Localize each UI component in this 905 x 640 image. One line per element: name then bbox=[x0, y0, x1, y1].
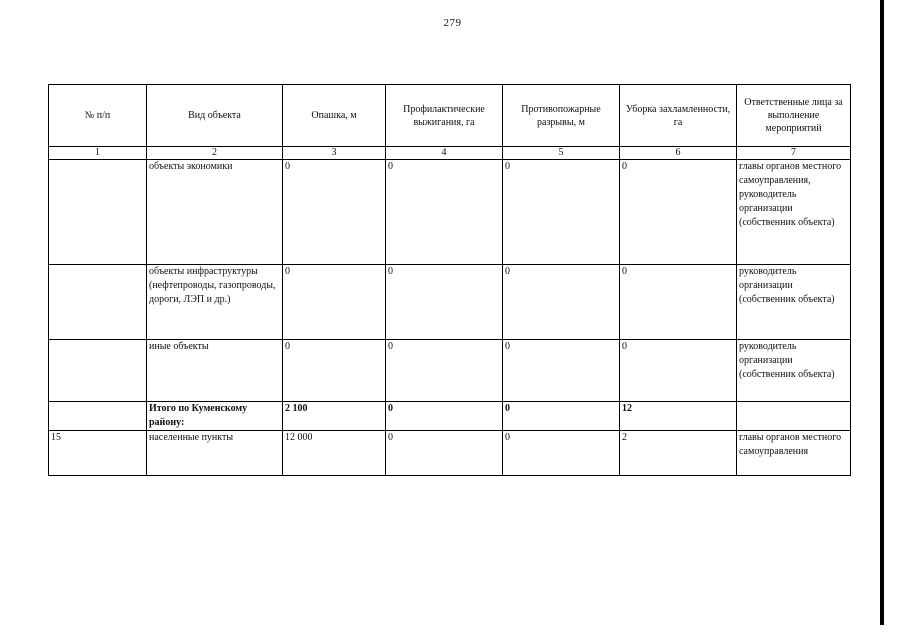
table-row-total bbox=[49, 402, 851, 431]
column-number: 1 bbox=[49, 147, 147, 160]
row-burning: 0 bbox=[386, 340, 503, 402]
row-num bbox=[49, 265, 147, 340]
table-row bbox=[49, 340, 851, 402]
row-responsible bbox=[737, 402, 851, 431]
header-opashka: Опашка, м bbox=[283, 85, 386, 147]
header-object-type: Вид объекта bbox=[147, 85, 283, 147]
measures-table bbox=[48, 84, 851, 476]
header-num: № п/п bbox=[49, 85, 147, 147]
row-cleanup: 0 bbox=[620, 265, 737, 340]
header-firebreaks: Противопожарные разрывы, м bbox=[503, 85, 620, 147]
row-object: объекты экономики bbox=[147, 160, 283, 265]
row-num bbox=[49, 160, 147, 265]
table-row bbox=[49, 431, 851, 476]
row-firebreaks: 0 bbox=[503, 160, 620, 265]
row-cleanup: 0 bbox=[620, 340, 737, 402]
column-number: 3 bbox=[283, 147, 386, 160]
row-firebreaks: 0 bbox=[503, 340, 620, 402]
row-object: объекты инфраструктуры (нефтепроводы, газопроводы, дороги, ЛЭП и др.) bbox=[147, 265, 283, 340]
row-burning: 0 bbox=[386, 265, 503, 340]
row-firebreaks: 0 bbox=[503, 402, 620, 431]
row-num: 15 bbox=[49, 431, 147, 476]
row-opashka: 0 bbox=[283, 160, 386, 265]
row-cleanup: 12 bbox=[620, 402, 737, 431]
row-opashka: 0 bbox=[283, 265, 386, 340]
row-burning: 0 bbox=[386, 402, 503, 431]
row-opashka: 0 bbox=[283, 340, 386, 402]
page-number: 279 bbox=[443, 17, 462, 29]
row-responsible: руководитель организации (собственник объекта) bbox=[737, 265, 851, 340]
row-object: населенные пункты bbox=[147, 431, 283, 476]
row-responsible: главы органов местного самоуправления, руководитель организации (собственник объекта) bbox=[737, 160, 851, 265]
header-cleanup: Уборка захламленности, га bbox=[620, 85, 737, 147]
row-num bbox=[49, 340, 147, 402]
row-burning: 0 bbox=[386, 431, 503, 476]
row-cleanup: 2 bbox=[620, 431, 737, 476]
row-firebreaks: 0 bbox=[503, 431, 620, 476]
row-cleanup: 0 bbox=[620, 160, 737, 265]
row-opashka: 12 000 bbox=[283, 431, 386, 476]
row-object: Итого по Куменскому району: bbox=[147, 402, 283, 431]
column-number: 7 bbox=[737, 147, 851, 160]
row-object: иные объекты bbox=[147, 340, 283, 402]
header-responsible: Ответственные лица за выполнение мероприятий bbox=[737, 85, 851, 147]
row-burning: 0 bbox=[386, 160, 503, 265]
column-number-row bbox=[49, 147, 851, 160]
column-number: 6 bbox=[620, 147, 737, 160]
header-row bbox=[49, 85, 851, 147]
column-number: 4 bbox=[386, 147, 503, 160]
row-num bbox=[49, 402, 147, 431]
table-row bbox=[49, 265, 851, 340]
row-responsible: главы органов местного самоуправления bbox=[737, 431, 851, 476]
column-number: 5 bbox=[503, 147, 620, 160]
row-firebreaks: 0 bbox=[503, 265, 620, 340]
scan-edge-bar bbox=[880, 0, 884, 625]
row-responsible: руководитель организации (собственник объекта) bbox=[737, 340, 851, 402]
row-opashka: 2 100 bbox=[283, 402, 386, 431]
header-burning: Профилактические выжигания, га bbox=[386, 85, 503, 147]
table-row bbox=[49, 160, 851, 265]
column-number: 2 bbox=[147, 147, 283, 160]
